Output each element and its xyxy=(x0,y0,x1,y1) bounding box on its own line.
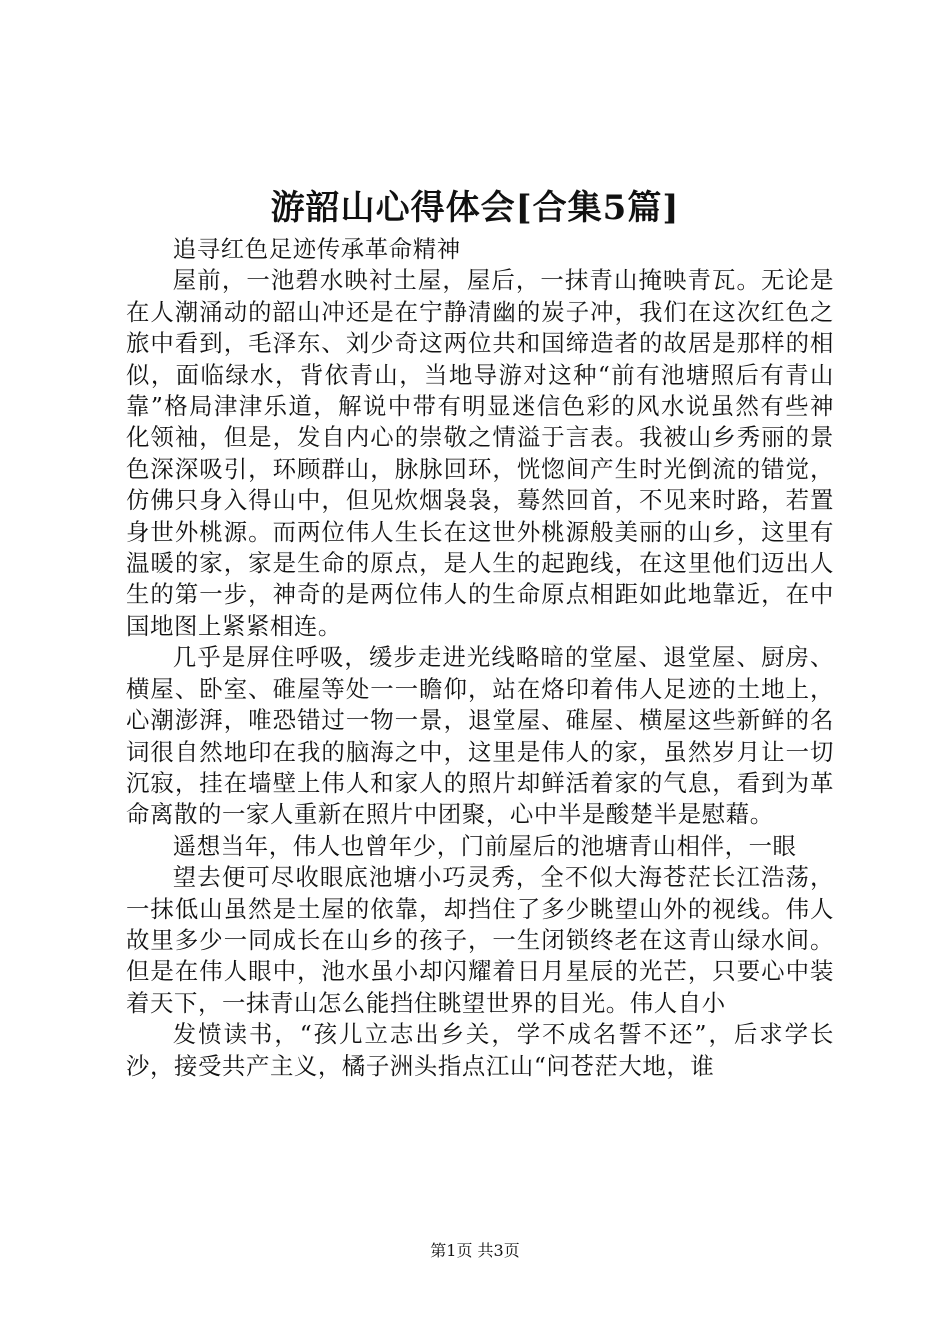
paragraph: 屋前，一池碧水映衬土屋，屋后，一抹青山掩映青瓦。无论是在人潮涌动的韶山冲还是在宁静清幽的炭子冲，我们在这次红色之旅中看到，毛泽东、刘少奇这两位共和国缔造者的故居是那样的相似，面临绿水，背依青山，当地导游对这种“前有池塘照后有青山靠”格局津津乐道，解说中带有明显迷信色彩的风水说虽然有些神化领袖，但是，发自内心的崇敬之情溢于言表。我被山乡秀丽的景色深深吸引，环顾群山，脉脉回环，恍惚间产生时光倒流的错觉，仿佛只身入得山中，但见炊烟袅袅，蓦然回首，不见来时路，若置身世外桃源。而两位伟人生长在这世外桃源般美丽的山乡，这里有温暖的家，家是生命的原点，是人生的起跑线，在这里他们迈出人生的第一步，神奇的是两位伟人的生命原点相距如此地靠近，在中国地图上紧紧相连。 xyxy=(126,266,834,640)
document-title: 游韶山心得体会[合集5篇] xyxy=(270,188,680,228)
page-footer: 第1页 共3页 xyxy=(430,1241,520,1260)
paragraph: 望去便可尽收眼底池塘小巧灵秀，全不似大海苍茫长江浩荡，一抹低山虽然是土屋的依靠，却挡住了多少眺望山外的视线。伟人故里多少一同成长在山乡的孩子，一生闭锁终老在这青山绿水间。但是在伟人眼中，池水虽小却闪耀着日月星辰的光芒，只要心中装着天下，一抹青山怎么能挡住眺望世界的目光。伟人自小 xyxy=(126,863,834,1017)
paragraph: 几乎是屏住呼吸，缓步走进光线略暗的堂屋、退堂屋、厨房、横屋、卧室、碓屋等处一一瞻仰，站在烙印着伟人足迹的土地上，心潮澎湃，唯恐错过一物一景，退堂屋、碓屋、横屋这些新鲜的名词很自然地印在我的脑海之中，这里是伟人的家，虽然岁月让一切沉寂，挂在墙壁上伟人和家人的照片却鲜活着家的气息，看到为革命离散的一家人重新在照片中团聚，心中半是酸楚半是慰藉。 xyxy=(126,643,834,829)
paragraph: 发愤读书，“孩儿立志出乡关，学不成名誓不还”，后求学长沙，接受共产主义，橘子洲头指点江山“问苍茫大地，谁 xyxy=(126,1020,834,1080)
paragraph-subtitle: 追寻红色足迹传承革命精神 xyxy=(172,235,461,263)
document-body xyxy=(126,234,834,1082)
paragraph: 遥想当年，伟人也曾年少，门前屋后的池塘青山相伴，一眼 xyxy=(172,831,797,860)
